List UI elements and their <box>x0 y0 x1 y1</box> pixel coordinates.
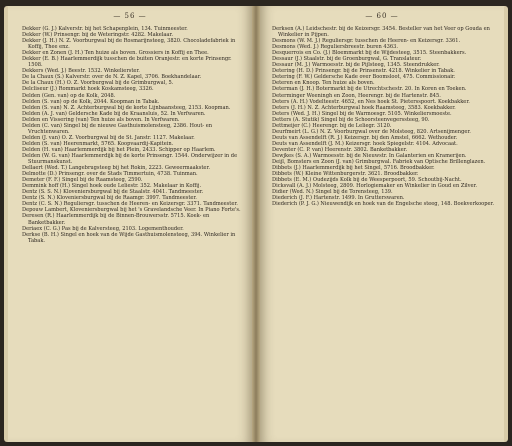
directory-entry: Demeter (F. F.) Singel bij de Raamsteeg, 2590. <box>22 177 143 184</box>
directory-entry: Derkse (B. H.) Singel en hoek van de Wijde Gasthuismolensteeg, 394. Winkelier in Tabak. <box>22 231 236 244</box>
directory-entry: Diederich (P. J. G.) Nieuwendijk en hoek van de Engelsche steeg, 148. Boekverkooper. <box>272 201 494 208</box>
directory-entry: Dekker (G. J.) Kalverstr. bij het Schapenplein, 134. Tuinmeester. <box>22 26 188 32</box>
directory-entry: Deuts van Assendelft (J. M.) Keizersgr. hoek Spiegelstr. 4104. Advocaat. <box>272 140 458 147</box>
directory-entry: Delden (S. van) op de Kolk, 2044. Koopman in Tabak. <box>22 98 160 105</box>
directory-entry: Diederich (J. F.) Hartenstr. 1499. In Grutterswaren. <box>272 195 405 202</box>
directory-entry: Delden (A. J. van) Geldersche Kade bij de Kraansluis, 52. In Verfwaren. <box>22 110 206 117</box>
directory-entry: Demmink hoff (H.) Singel hoek oude Leliestr. 352. Makelaar in Koffij. <box>22 183 202 190</box>
directory-entry: Deteren en Knoop. Ten huize als boven. <box>272 80 375 87</box>
directory-entry: Deters (Wed. J. H.) Singel bij de Warmoesgr. 5105. Winkeliersmoeste. <box>272 110 452 117</box>
directory-entry: Delcliseur (J.) Rommarkt hoek Koskamsteeg, 3326. <box>22 86 154 93</box>
directory-entry: Dentz (C. S. N.) Reguliersgr. tusschen de Heeren- en Keizersgr. 3371. Tandmeester. <box>22 201 238 208</box>
directory-entry: Deresen (R.) Haarlemmerdijk bij de Binnen-Brouwersstr. 5715. Koek- en Banketbakker. <box>22 213 210 226</box>
directory-entry: Deriaex (C. G.) Pas bij de Kalversteeg, 2103. Logementhouder. <box>22 225 184 232</box>
directory-entry: Dekker en Zonen (J. H.) Ten huize als boven. Grossiers in Koffij en Thee. <box>22 50 209 57</box>
directory-entry: Dettmeijer (C.) Heerengr. bij de Leliegr. 3120. <box>272 122 392 129</box>
directory-entry: Detters (A. Stutik) Singel bij de Schoorsteenvegerssteeg, 90. <box>272 116 430 123</box>
open-book <box>4 6 508 442</box>
directory-entry: Depouw Lambert, Kloveniersburgwal bij het 's Gravelandsche Veer. In Piano Forte's. <box>22 207 241 214</box>
directory-entry: Dekker (W.) Prinsengr. bij de Weteringstr. 4282. Makelaar. <box>22 32 173 39</box>
directory-entry: Deventer (C. P. van) Heerenstr. 3802. Banketbakker. <box>272 146 408 153</box>
directory-entry: Desmons (W. M. J.) Reguliersgr. tusschen de Heeren- en Keizersgr. 3361. <box>272 38 461 45</box>
directory-entry: Dentz (S. S. N.) Kloveniersburgwal bij de Staalstr. 4041. Tandmeester. <box>22 189 204 196</box>
directory-entry: Delmotte (D.) Prinsengr. over de Stads Timmertuin, 4738. Tuinman. <box>22 171 198 178</box>
directory-entry: Delden (H. van) Haarlemmerdijk bij het Plein, 2433. Schipper op Haarlem. <box>22 146 216 153</box>
directory-entry: Deters (J. H.) N. Z. Achterburgwal hoek Raamsteeg, 3583. Koekbakker. <box>272 104 456 111</box>
directory-entry: Derksen (A.) Leidschestr. bij de Keizersgr. 3454. Besteller van het Veer op Gouda en Winkelier in Pijpen. <box>272 26 490 39</box>
directory-entry: Dessaur (M. J.) Warmoesstr. bij de Pijlsteeg, 1345. Steendrukker. <box>272 62 440 69</box>
directory-entry: Dekker (E. B.) Haarlemmerdijk tusschen de buiten Oranjestr. en korte Prinsengr. 1508. <box>22 56 232 69</box>
right-page <box>260 6 504 442</box>
directory-entry: Delden (J. van) O. Z. Voorburgwal bij de St. Janstr. 1127. Makelaar. <box>22 134 195 141</box>
directory-entry: Delden (C. van) Singel bij de nieuwe Gasthuismolensteeg, 2386. Hout- en Vruchtenwaren. <box>22 122 213 135</box>
directory-entry: Dicksvall (A. J.) Molsteeg, 2809. Horlogiemaker en Winkelier in Goud en Zilver. <box>272 183 478 190</box>
directory-entry: Deurfmeirt (L. G.) N. Z. Voorburgwal over de Molsteeg, 820. Artsenijmenger. <box>272 128 471 135</box>
directory-entry: Delden en Vissering (van) Ten huize als boven. In Verfwaren. <box>22 116 180 123</box>
directory-entry: De la Chaux (H.) O. Z. Voorburgwal bij de Grimburgwal, 5. <box>22 80 174 87</box>
directory-entry: Desquerrois en Co. (J.) Bloemmarkt bij de Wijdesteeg, 3515. Steenbakkers. <box>272 50 467 57</box>
directory-entry: Deters (A. H.) Vodelteestr. 4652, en Nes hoek St. Pietersspoort. Koekbakker. <box>272 98 470 105</box>
directory-entry: Delden (S. van) Heerenmarkt, 5765. Koopvaardij-Kapitein. <box>22 140 174 147</box>
directory-entry: Desmons (Wed. J.) Reguliersbreestr. buren 4363. <box>272 44 398 51</box>
directory-entry: Delden (W. G. van) Haarlemmerdijk bij de korte Prinsengr. 1544. Onderwijzer in de Stuurmanskunst. <box>22 152 238 166</box>
directory-entry: Deijl, Bomsters en Zoon (J. van) Grimburgwal. Fabriek van Optische Brillenglazen. <box>272 159 486 166</box>
directory-entry: Determan (J. H.) Botermarkt bij de Utrechtschestr. 20. In Koren en Toeken. <box>272 86 467 93</box>
directory-entry: Dentz (S. N.) Kloveniersburgwal bij de Raamgr. 3997. Tandmeester. <box>22 195 197 202</box>
directory-entry: Didier (Wed. N.) Singel bij de Torensteeg, 139. <box>272 189 393 196</box>
page-number: — 60 — <box>365 12 399 20</box>
directory-entry: Determinger Weeningh en Zoon, Heerengr. bij de Hartenstr. 845. <box>272 92 441 99</box>
book-gutter <box>252 6 260 442</box>
directory-entry: Dibbets (E. M.) Oudezijds Kolk bij de Weesperpoort, 59. Schoutbij-Nacht. <box>272 177 462 184</box>
directory-entry: Dekkers (Wed. J.) Beestr. 1532. Winkelierster. <box>22 68 140 75</box>
directory-entry: Dewjkes (S. A.) Warmoesstr. bij de Nieuwstr. In Galanterien en Kramerijen. <box>272 152 467 159</box>
directory-entry: Dellaert (Wed. T.) Langebrugsteeg bij het Rokin, 2223. Geweermaakster. <box>22 165 210 172</box>
directory-entries <box>272 26 494 207</box>
directory-entry: Dibbets (J.) Haarlemmerdijk bij het Singel, 5716. Broodbakker. <box>272 165 435 172</box>
directory-entry: De la Chaux (S.) Kalverstr. over de N. Z. Kapel, 3706. Boekhandelaar. <box>22 74 202 81</box>
page-number: — 56 — <box>113 12 147 20</box>
left-page <box>8 6 252 442</box>
directory-entry: Dessaur (J.) Staalstr. bij de Groenburgwal, G. Translateur. <box>272 56 422 63</box>
directory-entry: Deuts van Assendelft (R. J.) Keizersgr. bij den Amstel, 6662. Wethouder. <box>272 134 458 141</box>
directory-entry: Dekker (J. H.) N. Z. Voorburgwal bij de Rosmarijnsteeg, 3820. Chocoladefabriek in Koffij, Thee enz. <box>22 38 236 51</box>
directory-entries <box>22 26 244 244</box>
directory-entry: Detering (F. W.) Geldersche Kade over Boomsloot, 475. Commissionair. <box>272 74 456 81</box>
directory-entry: Detering (H. D.) Prinsengr. bij de Prinsenstr. 4218. Winkelier in Tabak. <box>272 68 455 75</box>
directory-entry: Delden (S. van) N. Z. Achterburgwal bij de korte Lijnbaansteeg, 2153. Koopman. <box>22 104 231 111</box>
directory-entry: Delden (Gen. van) op de Kolk, 2048. <box>22 92 116 99</box>
directory-entry: Dibbets (W.) Kleine Wittenburgerstr. 3621. Broodbakker. <box>272 171 419 178</box>
